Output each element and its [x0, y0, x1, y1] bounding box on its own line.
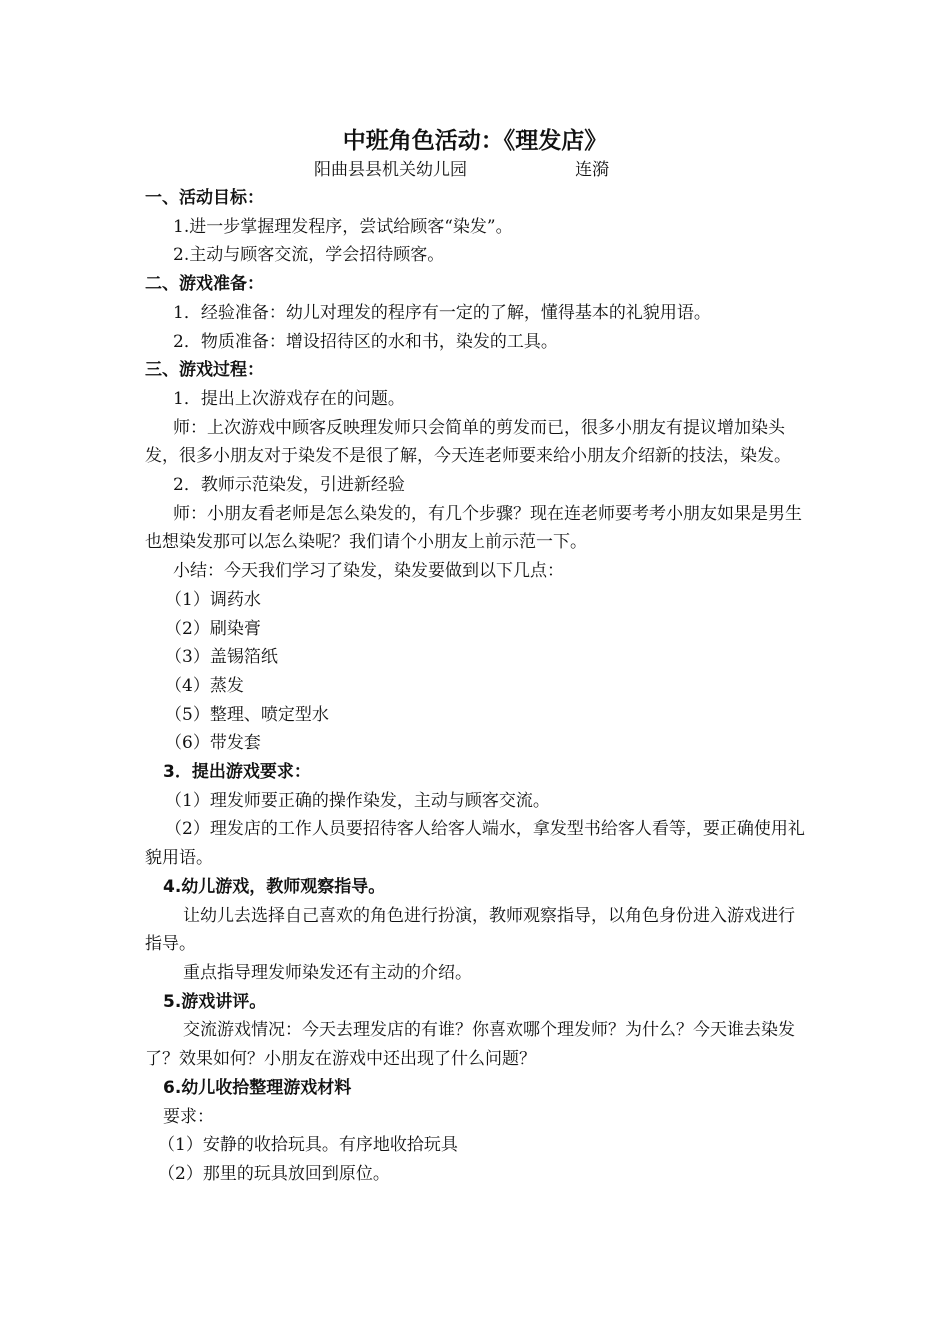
- paragraph: 2.主动与顾客交流，学会招待顾客。: [173, 245, 445, 266]
- list-item: （2）那里的玩具放回到原位。: [158, 1163, 390, 1184]
- paragraph: （2）理发店的工作人员要招待客人给客人端水，拿发型书给客人看等，要正确使用礼貌用语。: [145, 819, 805, 869]
- paragraph: 交流游戏情况：今天去理发店的有谁？你喜欢哪个理发师？为什么？今天谁去染发了？效果如何？小朋友在游戏中还出现了什么问题？: [145, 1020, 795, 1070]
- subsection-heading: 3．提出游戏要求：: [163, 762, 311, 783]
- paragraph: 1．经验准备：幼儿对理发的程序有一定的了解，懂得基本的礼貌用语。: [173, 302, 711, 323]
- paragraph: （1）理发师要正确的操作染发，主动与顾客交流。: [165, 790, 550, 811]
- paragraph: 让幼儿去选择自己喜欢的角色进行扮演，教师观察指导，以角色身份进入游戏进行指导。: [145, 905, 795, 955]
- paragraph: 要求：: [163, 1106, 214, 1127]
- document-title: 中班角色活动：《理发店》: [342, 128, 608, 154]
- section-heading: 三、游戏过程：: [145, 360, 264, 381]
- paragraph: 2．教师示范染发，引进新经验: [173, 475, 405, 496]
- list-item: （2）刷染膏: [165, 618, 261, 639]
- list-item: （3）盖锡箔纸: [165, 647, 278, 668]
- list-item: （1）调药水: [165, 589, 261, 610]
- paragraph: 师：小朋友看老师是怎么染发的，有几个步骤？现在连老师要考考小朋友如果是男生也想染发那可以怎么染呢？我们请个小朋友上前示范一下。: [145, 503, 802, 553]
- list-item: （4）蒸发: [165, 675, 244, 696]
- list-item: （6）带发套: [165, 733, 261, 754]
- section-heading: 一、活动目标：: [145, 188, 264, 208]
- subsection-heading: 4.幼儿游戏，教师观察指导。: [163, 876, 386, 897]
- paragraph: 2．物质准备：增设招待区的水和书，染发的工具。: [173, 331, 558, 352]
- document-byline: 阳曲县县机关幼儿园 连漪: [314, 160, 610, 180]
- subsection-heading: 6.幼儿收拾整理游戏材料: [163, 1077, 352, 1098]
- list-item: （5）整理、喷定型水: [165, 704, 329, 725]
- document-body: [145, 184, 807, 1189]
- subsection-heading: 5.游戏讲评。: [163, 991, 267, 1012]
- paragraph: 小结：今天我们学习了染发，染发要做到以下几点：: [173, 561, 564, 582]
- section-heading: 二、游戏准备：: [145, 274, 264, 295]
- paragraph: 1.进一步掌握理发程序，尝试给顾客“染发”。: [173, 216, 513, 237]
- paragraph: 重点指导理发师染发还有主动的介绍。: [183, 962, 472, 983]
- paragraph: 1．提出上次游戏存在的问题。: [173, 388, 405, 409]
- paragraph: 师：上次游戏中顾客反映理发师只会简单的剪发而已，很多小朋友有提议增加染头发，很多小朋友对于染发不是很了解，今天连老师要来给小朋友介绍新的技法，染发。: [145, 417, 791, 467]
- list-item: （1）安静的收拾玩具。有序地收拾玩具: [158, 1135, 458, 1156]
